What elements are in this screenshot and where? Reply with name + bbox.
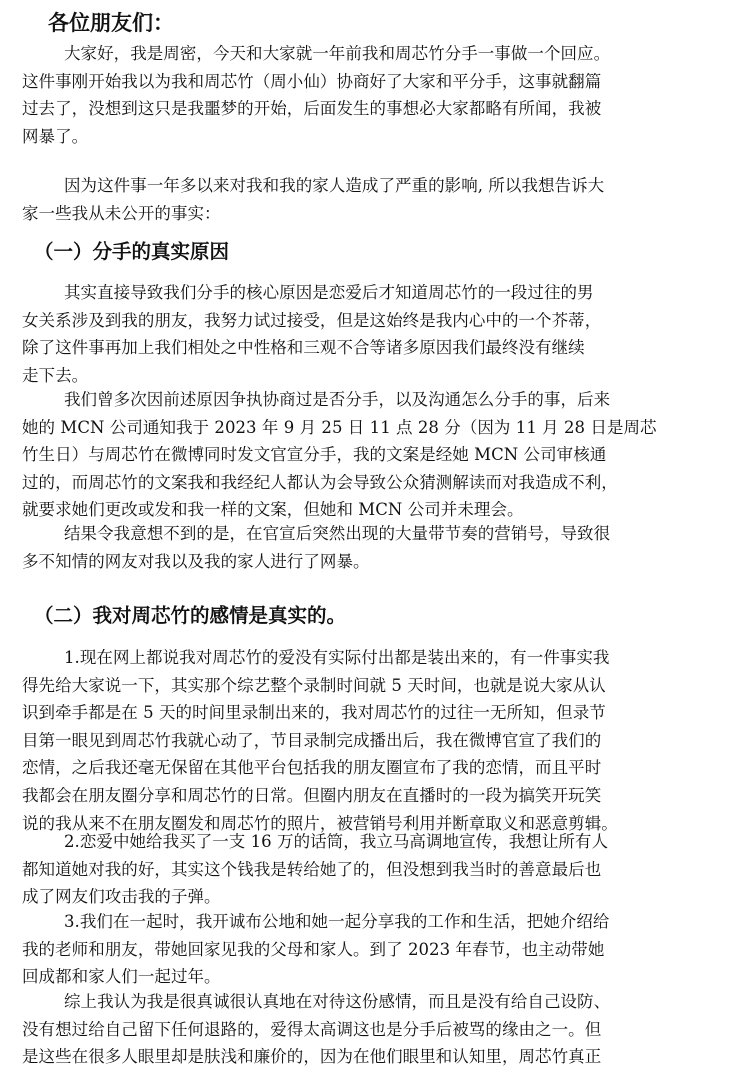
intro-paragraph-1: [22, 40, 744, 150]
text-line: 大家好，我是周密，今天和大家就一年前我和周芯竹分手一事做一个回应。: [64, 44, 611, 63]
text-line: 说的我从来不在朋友圈发和周芯竹的照片，被营销号利用并断章取义和恶意剪辑。: [22, 813, 618, 833]
text-line: 得先给大家说一下，其实那个综艺整个录制时间就 5 天时间，也就是说大家从认: [22, 675, 606, 695]
text-line: 因为这件事一年多以来对我和我的家人造成了严重的影响, 所以我想告诉大: [64, 176, 605, 195]
intro-paragraph-2: [22, 172, 744, 227]
text-line: 3.我们在一起时，我开诚布公地和她一起分享我的工作和生活，把她介绍给: [64, 912, 610, 931]
text-line: 综上我认为我是很真诚很认真地在对待这份感情，而且是没有给自己设防、: [64, 992, 611, 1011]
text-line: 她的 MCN 公司通知我于 2023 年 9 月 25 日 11 点 28 分（因为 11 月 28 日是周芯: [22, 417, 657, 437]
text-line: 这件事刚开始我以为我和周芯竹（周小仙）协商好了大家和平分手，这事就翻篇: [22, 71, 602, 91]
text-line: 家一些我从未公开的事实：: [22, 203, 221, 223]
text-line: 是这些在很多人眼里却是肤浅和廉价的，因为在他们眼里和认知里，周芯竹真正: [22, 1047, 602, 1067]
text-line: 过去了，没想到这只是我噩梦的开始，后面发生的事想必大家都略有所闻，我被: [22, 99, 602, 119]
text-line: 走下去。: [22, 365, 89, 385]
text-line: 我的老师和朋友，带她回家见我的父母和家人。到了 2023 年春节，也主动带她: [22, 939, 605, 959]
section-1-paragraph-3: [22, 520, 744, 575]
greeting: 各位朋友们：: [48, 11, 174, 35]
text-line: 其实直接导致我们分手的核心原因是恋爱后才知道周芯竹的一段过往的男: [64, 283, 594, 302]
section-2-paragraph-3: [22, 908, 744, 991]
text-line: 结果令我意想不到的是，在官宣后突然出现的大量带节奏的营销号，导致很: [64, 524, 611, 543]
section-2-paragraph-1: [22, 644, 744, 837]
text-line: 网暴了。: [22, 126, 89, 146]
text-line: 1.现在网上都说我对周芯竹的爱没有实际付出都是装出来的，有一件事实我: [64, 648, 610, 667]
text-line: 我们曾多次因前述原因争执协商过是否分手，以及沟通怎么分手的事，后来: [64, 390, 611, 409]
section-1-paragraph-1: [22, 279, 744, 389]
text-line: 竹生日）与周芯竹在微博同时发文官宣分手，我的文案是经她 MCN 公司审核通: [22, 445, 607, 465]
text-line: 过的，而周芯竹的文案我和我经纪人都认为会导致公众猜测解读而对我造成不利，: [22, 472, 618, 492]
text-line: 就要求她们更改或发和我一样的文案，但她和 MCN 公司并未理会。: [22, 500, 524, 520]
text-line: 回成都和家人们一起过年。: [22, 967, 221, 987]
text-line: 女关系涉及到我的朋友，我努力试过接受，但是这始终是我内心中的一个芥蒂，: [22, 310, 602, 330]
text-line: 2.恋爱中她给我买了一支 16 万的话筒，我立马高调地宣传，我想让所有人: [64, 832, 609, 851]
section-2-heading: （二）我对周芯竹的感情是真实的。: [34, 604, 347, 627]
section-1-paragraph-2: [22, 386, 744, 524]
text-line: 恋情，之后我还毫无保留在其他平台包括我的朋友圈宣布了我的恋情，而且平时: [22, 758, 602, 778]
text-line: 多不知情的网友对我以及我的家人进行了网暴。: [22, 551, 370, 571]
text-line: 没有想过给自己留下任何退路的，爱得太高调这也是分手后被骂的缘由之一。但: [22, 1019, 602, 1039]
text-line: 我都会在朋友圈分享和周芯竹的日常。但圈内朋友在直播时的一段为搞笑开玩笑: [22, 785, 602, 805]
section-2-paragraph-4: [22, 988, 744, 1071]
section-1-heading: （一）分手的真实原因: [34, 240, 230, 263]
text-line: 除了这件事再加上我们相处之中性格和三观不合等诸多原因我们最终没有继续: [22, 338, 585, 358]
text-line: 成了网友们攻击我的子弹。: [22, 887, 221, 907]
text-line: 识到牵手都是在 5 天的时间里录制出来的，我对周芯竹的过往一无所知，但录节: [22, 703, 606, 723]
section-2-paragraph-2: [22, 828, 744, 911]
text-line: 目第一眼见到周芯竹我就心动了，节目录制完成播出后，我在微博官宣了我们的: [22, 730, 602, 750]
text-line: 都知道她对我的好，其实这个钱我是转给她了的，但没想到我当时的善意最后也: [22, 859, 602, 879]
